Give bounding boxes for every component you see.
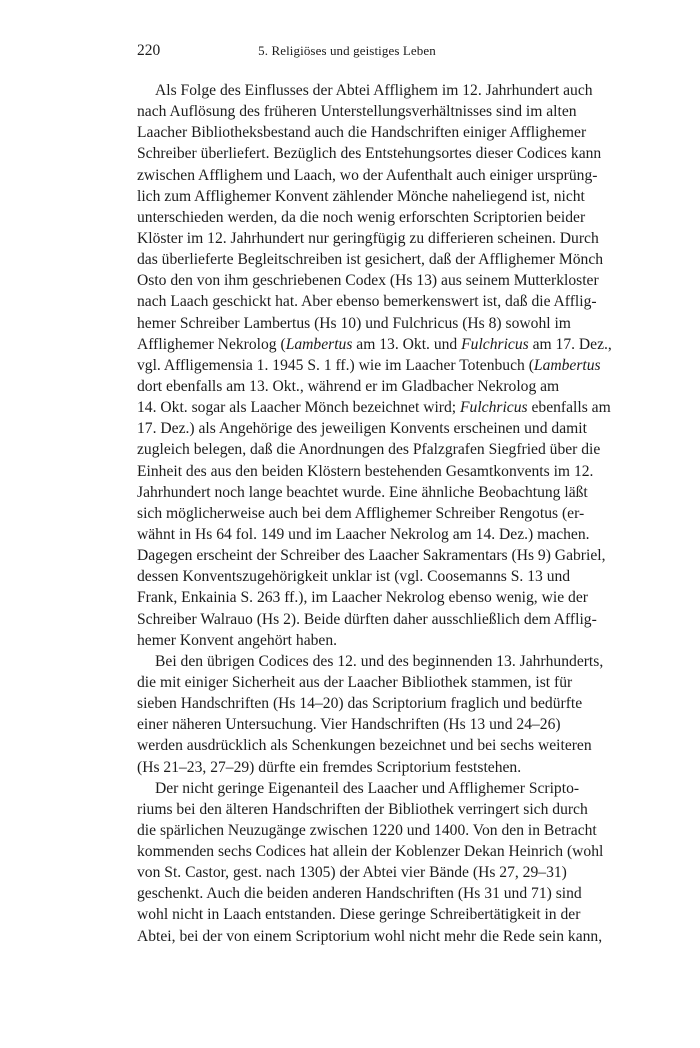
text-line: das überlieferte Begleitschreiben ist gesichert, daß der Afflighemer Mönch [137,251,604,269]
paragraph [137,80,612,651]
text-line: hemer Konvent angehört haben. [137,631,338,649]
paragraph [137,778,604,947]
text-line: unterschieden werden, da die noch wenig erforschten Scriptorien beider [137,208,586,226]
text-line: Schreiber überliefert. Bezüglich des Entstehungsortes dieser Codices kann [137,145,602,163]
text-line: sieben Handschriften (Hs 14–20) das Scriptorium fraglich und bedürfte [137,695,583,713]
text-line: 14. Okt. sogar als Laacher Mönch bezeichnet wird; Fulchricus ebenfalls am [137,399,611,417]
text-line: werden ausdrücklich als Schenkungen bezeichnet und bei sechs weiteren [137,737,592,755]
text-line: geschenkt. Auch die beiden anderen Handschriften (Hs 31 und 71) sind [137,885,582,903]
text-line: nach Auflösung des früheren Unterstellungsverhältnisses sind im alten [137,103,577,121]
text-line: wohl nicht in Laach entstanden. Diese geringe Schreibertätigkeit in der [137,906,581,924]
text-line: Frank, Enkainia S. 263 ff.), im Laacher Nekrolog ebenso wenig, wie der [137,589,588,607]
text-line: Als Folge des Einflusses der Abtei Afflighem im 12. Jahrhundert auch [155,82,593,99]
text-line: Klöster im 12. Jahrhundert nur geringfügig zu differieren scheinen. Durch [137,229,599,247]
text-line: Laacher Bibliotheksbestand auch die Handschriften einiger Afflighemer [137,124,587,142]
text-line: Dagegen erscheint der Schreiber des Laacher Sakramentars (Hs 9) Gabriel, [137,547,606,565]
paragraph [137,651,604,778]
text-line: dort ebenfalls am 13. Okt., während er im Gladbacher Nekrolog am [137,377,560,395]
running-head: 5. Religiöses und geistiges Leben [258,43,436,58]
page-header [137,42,557,64]
text-line: nach Laach geschickt hat. Aber ebenso bemerkenswert ist, daß die Afflig- [137,293,597,311]
text-line: lich zum Afflighemer Konvent zählender Mönche naheliegend ist, nicht [137,187,585,205]
text-line: Der nicht geringe Eigenanteil des Laacher und Afflighemer Scripto- [155,779,580,797]
text-line: wähnt in Hs 64 fol. 149 und im Laacher Nekrolog am 14. Dez.) machen. [137,525,590,543]
text-line: Einheit des aus den beiden Klöstern bestehenden Gesamtkonvents im 12. [137,462,594,480]
text-line: riums bei den älteren Handschriften der Bibliothek verringert sich durch [137,800,588,818]
text-line: vgl. Affligemensia 1. 1945 S. 1 ff.) wie im Laacher Totenbuch (Lambertus [137,356,601,374]
text-line: Abtei, bei der von einem Scriptorium wohl nicht mehr die Rede sein kann, [137,927,603,945]
text-line: sich möglicherweise auch bei dem Afflighemer Schreiber Rengotus (er- [137,504,585,522]
text-line: zugleich belegen, daß die Anordnungen des Pfalzgrafen Siegfried über die [137,441,601,459]
text-line: (Hs 21–23, 27–29) dürfte ein fremdes Scriptorium feststehen. [137,758,522,776]
text-line: die spärlichen Neuzugänge zwischen 1220 und 1400. Von den in Betracht [137,821,597,839]
text-line: einer näheren Untersuchung. Vier Handschriften (Hs 13 und 24–26) [137,716,561,734]
page-number: 220 [137,42,161,59]
text-line: hemer Schreiber Lambertus (Hs 10) und Fulchricus (Hs 8) sowohl im [137,314,571,332]
text-line: Jahrhundert noch lange beachtet wurde. Eine ähnliche Beobachtung läßt [137,483,588,501]
text-line: 17. Dez.) als Angehörige des jeweiligen Konvents erscheinen und damit [137,420,587,438]
text-line: von St. Castor, gest. nach 1305) der Abtei vier Bände (Hs 27, 29–31) [137,864,567,882]
text-line: zwischen Afflighem und Laach, wo der Aufenthalt auch einiger ursprüng- [137,166,598,184]
text-line: Afflighemer Nekrolog (Lambertus am 13. Okt. und Fulchricus am 17. Dez., [137,335,612,353]
text-line: Schreiber Walrauo (Hs 2). Beide dürften daher ausschließlich dem Afflig- [137,610,597,628]
text-line: die mit einiger Sicherheit aus der Laacher Bibliothek stammen, ist für [137,673,573,691]
text-line: kommenden sechs Codices hat allein der Koblenzer Dekan Heinrich (wohl [137,843,604,861]
text-line: Osto den von ihm geschriebenen Codex (Hs 13) aus seinem Mutterkloster [137,272,599,290]
text-line: dessen Konventszugehörigkeit unklar ist (vgl. Coosemanns S. 13 und [137,568,571,586]
text-line: Bei den übrigen Codices des 12. und des beginnenden 13. Jahrhunderts, [155,652,604,670]
body-text [137,80,612,947]
